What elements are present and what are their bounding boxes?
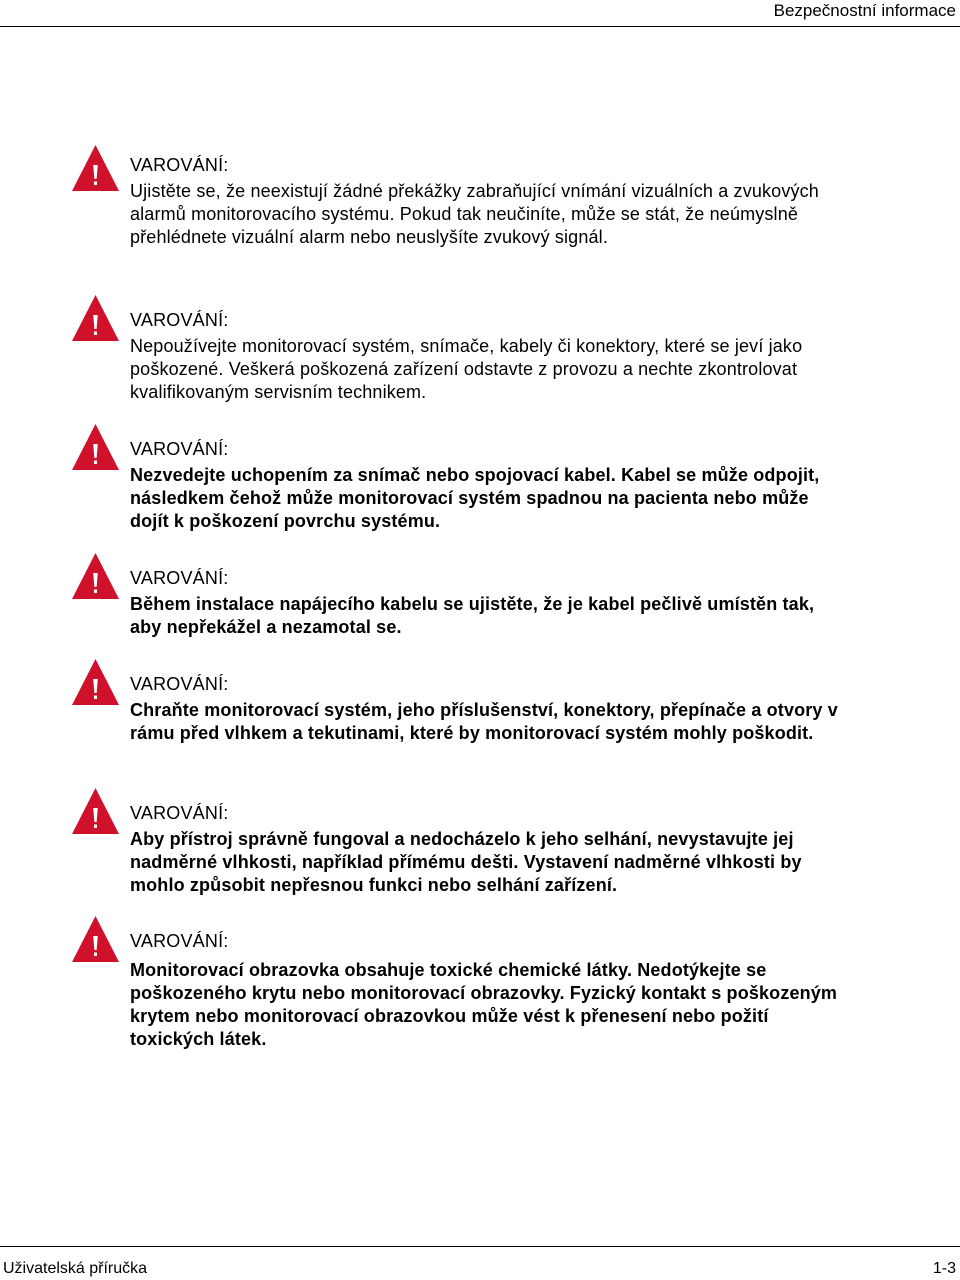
- warning-heading: VAROVÁNÍ:: [130, 568, 229, 588]
- warning-text: Nepoužívejte monitorovací systém, snímače, kabely či konektory, které se jeví jako poškozené. Veškerá poškozená zařízení odstavte z provozu a nechte zkontrolovat kvalifikovaným servisním technikem.: [130, 336, 803, 402]
- warning-text: Nezvedejte uchopením za snímač nebo spojovací kabel. Kabel se může odpojit, následkem čehož může monitorovací systém spadnou na pacienta nebo může dojít k poškození povrchu systému.: [130, 465, 820, 531]
- footer-document-title: Uživatelská příručka: [3, 1260, 148, 1277]
- warning-text: Ujistěte se, že neexistují žádné překážky zabraňující vnímání vizuálních a zvukových alarmů monitorovacího systému. Pokud tak neučiníte, může se stát, že neúmyslně přehlédnete vizuální alarm nebo neuslyšíte zvukový signál.: [130, 181, 819, 247]
- warning-heading: VAROVÁNÍ:: [130, 439, 229, 459]
- warning-triangle-icon: [72, 788, 119, 834]
- running-header-title: Bezpečnostní informace: [773, 1, 956, 20]
- warning-triangle-icon: [72, 916, 119, 962]
- page-footer: [0, 1246, 960, 1280]
- warning-heading: VAROVÁNÍ:: [130, 310, 229, 330]
- warning-triangle-icon: [72, 145, 119, 191]
- warning-triangle-icon: [72, 553, 119, 599]
- warning-heading: VAROVÁNÍ:: [130, 931, 229, 951]
- warning-text: Chraňte monitorovací systém, jeho příslušenství, konektory, přepínače a otvory v rámu před vlhkem a tekutinami, které by monitorovací systém mohly poškodit.: [130, 700, 838, 743]
- warning-triangle-icon: [72, 295, 119, 341]
- page-header: [0, 0, 960, 27]
- warning-triangle-icon: [72, 424, 119, 470]
- warning-text: Během instalace napájecího kabelu se ujistěte, že je kabel pečlivě umístěn tak, aby nepřekážel a nezamotal se.: [130, 594, 815, 637]
- warning-text: Monitorovací obrazovka obsahuje toxické chemické látky. Nedotýkejte se poškozeného krytu nebo monitorovací obrazovky. Fyzický kontakt s poškozeným krytem nebo monitorovací obrazovkou může vést k přenesení nebo požití toxických látek.: [130, 960, 838, 1049]
- warning-text: Aby přístroj správně fungoval a nedocházelo k jeho selhání, nevystavujte jej nadměrné vlhkosti, například přímému dešti. Vystavení nadměrné vlhkosti by mohlo způsobit nepřesnou funkci nebo selhání zařízení.: [130, 829, 802, 895]
- warning-heading: VAROVÁNÍ:: [130, 674, 229, 694]
- warning-heading: VAROVÁNÍ:: [130, 155, 229, 175]
- warning-heading: VAROVÁNÍ:: [130, 803, 229, 823]
- warning-triangle-icon: [72, 659, 119, 705]
- footer-page-number: 1-3: [932, 1260, 956, 1277]
